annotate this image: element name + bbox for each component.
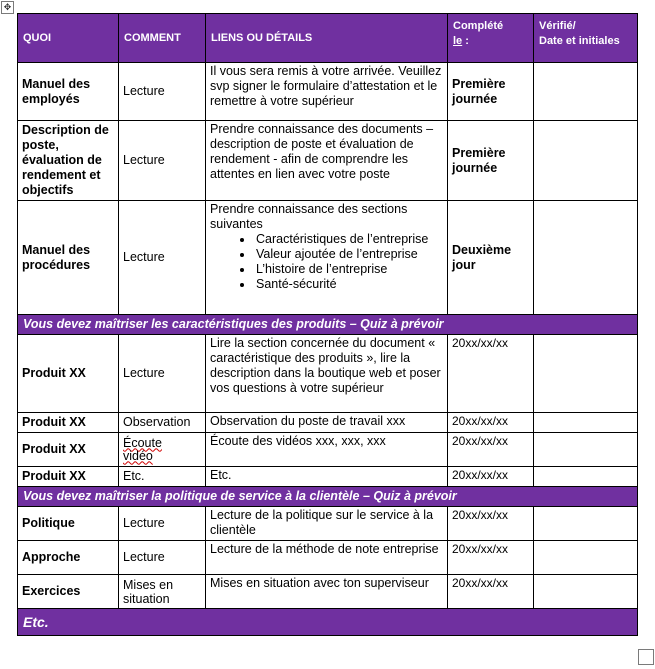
- cell-complete[interactable]: 20xx/xx/xx: [448, 507, 534, 541]
- cell-quoi[interactable]: Approche: [18, 541, 119, 575]
- table-row: [18, 335, 638, 413]
- table-resize-handle-icon[interactable]: [638, 649, 654, 665]
- cell-quoi[interactable]: Produit XX: [18, 413, 119, 433]
- cell-verifie[interactable]: [534, 413, 638, 433]
- cell-comment[interactable]: Lecture: [119, 63, 206, 121]
- table-row: [18, 413, 638, 433]
- header-row: [18, 14, 638, 63]
- cell-verifie[interactable]: [534, 433, 638, 467]
- list-item: • Caractéristiques de l’entreprise: [254, 232, 443, 247]
- header-complete-line2: [453, 34, 528, 49]
- section-header-row: [18, 487, 638, 507]
- header-quoi: QUOI: [18, 14, 119, 63]
- table-row: [18, 433, 638, 467]
- cell-complete[interactable]: Première journée: [448, 63, 534, 121]
- cell-verifie[interactable]: [534, 575, 638, 609]
- header-verifie-line2: Date et initiales: [539, 35, 620, 47]
- list-item: • Santé-sécurité: [254, 277, 443, 292]
- cell-verifie[interactable]: [534, 541, 638, 575]
- cell-details[interactable]: [206, 201, 448, 315]
- footer-row: [18, 609, 638, 636]
- table-row: [18, 541, 638, 575]
- header-complete-colon: :: [462, 35, 469, 47]
- cell-comment[interactable]: Mises en situation: [119, 575, 206, 609]
- cell-complete[interactable]: 20xx/xx/xx: [448, 467, 534, 487]
- cell-comment[interactable]: Lecture: [119, 541, 206, 575]
- cell-quoi[interactable]: Produit XX: [18, 467, 119, 487]
- cell-details[interactable]: Mises en situation avec ton superviseur: [206, 575, 448, 609]
- header-complete-le: le: [453, 35, 463, 47]
- cell-quoi[interactable]: Description de poste, évaluation de rendement et objectifs: [18, 121, 119, 201]
- cell-details[interactable]: Observation du poste de travail xxx: [206, 413, 448, 433]
- comment-line2: vidéo: [123, 448, 153, 463]
- header-verifie: [534, 14, 638, 63]
- sections-list: [210, 232, 443, 292]
- comment-line1: Écoute: [123, 435, 162, 450]
- section-title-service[interactable]: Vous devez maîtriser la politique de service à la clientèle – Quiz à prévoir: [18, 487, 638, 507]
- table-row: [18, 507, 638, 541]
- cell-quoi[interactable]: Produit XX: [18, 433, 119, 467]
- list-item: • L’histoire de l’entreprise: [254, 262, 443, 277]
- cell-quoi[interactable]: Manuel des employés: [18, 63, 119, 121]
- cell-details[interactable]: Lire la section concernée du document « caractéristique des produits », lire la description dans la boutique web et poser vos questions à votre supérieur: [206, 335, 448, 413]
- list-item: • Valeur ajoutée de l’entreprise: [254, 247, 443, 262]
- cell-complete[interactable]: 20xx/xx/xx: [448, 433, 534, 467]
- cell-verifie[interactable]: [534, 63, 638, 121]
- header-verifie-line1: Vérifié/: [539, 20, 576, 32]
- cell-verifie[interactable]: [534, 201, 638, 315]
- cell-complete[interactable]: 20xx/xx/xx: [448, 335, 534, 413]
- cell-comment[interactable]: Observation: [119, 413, 206, 433]
- cell-comment[interactable]: Lecture: [119, 201, 206, 315]
- cell-comment[interactable]: [119, 433, 206, 467]
- table-row: [18, 467, 638, 487]
- cell-details[interactable]: Lecture de la politique sur le service à la clientèle: [206, 507, 448, 541]
- table-row: [18, 63, 638, 121]
- cell-complete[interactable]: 20xx/xx/xx: [448, 575, 534, 609]
- cell-complete[interactable]: 20xx/xx/xx: [448, 541, 534, 575]
- table-row: [18, 121, 638, 201]
- cell-verifie[interactable]: [534, 507, 638, 541]
- cell-quoi[interactable]: Manuel des procédures: [18, 201, 119, 315]
- cell-quoi[interactable]: Produit XX: [18, 335, 119, 413]
- cell-verifie[interactable]: [534, 335, 638, 413]
- cell-comment[interactable]: Lecture: [119, 121, 206, 201]
- table-row: [18, 575, 638, 609]
- details-intro: Prendre connaissance des sections suivantes: [210, 202, 408, 231]
- cell-complete[interactable]: 20xx/xx/xx: [448, 413, 534, 433]
- cell-comment[interactable]: Lecture: [119, 335, 206, 413]
- header-liens: LIENS OU DÉTAILS: [206, 14, 448, 63]
- cell-complete[interactable]: Première journée: [448, 121, 534, 201]
- cell-verifie[interactable]: [534, 467, 638, 487]
- footer-etc[interactable]: Etc.: [18, 609, 638, 636]
- cell-details[interactable]: Écoute des vidéos xxx, xxx, xxx: [206, 433, 448, 467]
- header-complete: [448, 14, 534, 63]
- cell-comment[interactable]: Etc.: [119, 467, 206, 487]
- onboarding-checklist-table: [17, 13, 638, 636]
- cell-verifie[interactable]: [534, 121, 638, 201]
- header-complete-line1: Complété: [453, 20, 504, 32]
- section-header-row: [18, 315, 638, 335]
- cell-comment[interactable]: Lecture: [119, 507, 206, 541]
- section-title-produits[interactable]: Vous devez maîtriser les caractéristiques des produits – Quiz à prévoir: [18, 315, 638, 335]
- cell-details[interactable]: Etc.: [206, 467, 448, 487]
- table-row: [18, 201, 638, 315]
- cell-quoi[interactable]: Politique: [18, 507, 119, 541]
- cell-details[interactable]: Il vous sera remis à votre arrivée. Veuillez svp signer le formulaire d’attestation et le remettre à votre supérieur: [206, 63, 448, 121]
- header-comment: COMMENT: [119, 14, 206, 63]
- cell-details[interactable]: Prendre connaissance des documents – description de poste et évaluation de rendement - afin de comprendre les attentes en lien avec votre poste: [206, 121, 448, 201]
- cell-complete[interactable]: Deuxième jour: [448, 201, 534, 315]
- table-move-handle-icon[interactable]: ✥: [1, 1, 14, 14]
- cell-quoi[interactable]: Exercices: [18, 575, 119, 609]
- cell-details[interactable]: Lecture de la méthode de note entreprise: [206, 541, 448, 575]
